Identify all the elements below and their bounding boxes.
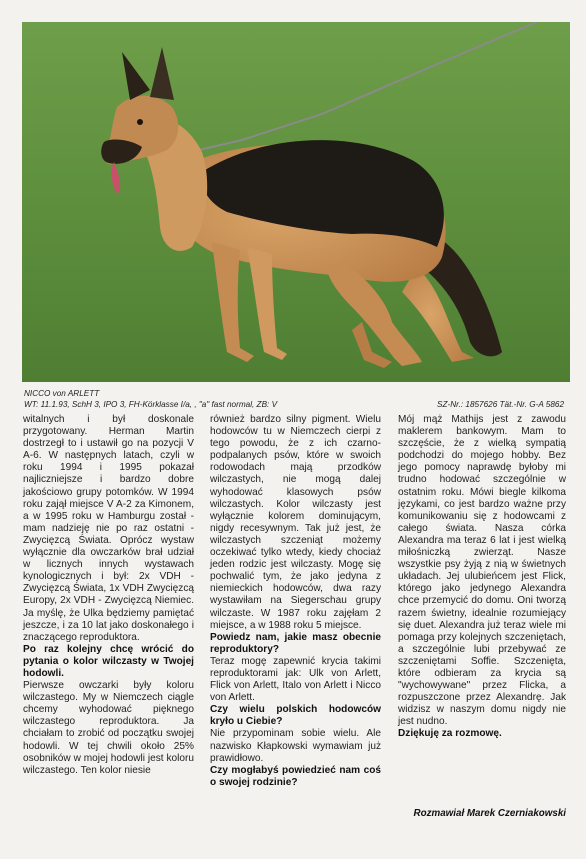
interview-question: Powiedz nam, jakie masz obecnie reproduktory? <box>210 631 381 655</box>
photo-caption <box>24 389 564 410</box>
body-paragraph: Teraz mogę zapewnić krycia takimi reproduktorami jak: Ulk von Arlett, Flick von Arlett, Italo von Arlett i Nicco von Arlett. <box>210 655 381 704</box>
interview-question: Dziękuję za rozmowę. <box>398 728 502 740</box>
dog-photo <box>22 22 570 382</box>
caption-registration: SZ-Nr.: 1857626 Tät.-Nr. G-A 5862 <box>437 399 564 409</box>
body-paragraph: witalnych i był doskonale przygotowany. Herman Martin dostrzegł to i ustawił go na pozycji V A-6. W następnych latach, czyli w roku 1994 i 1995 pokazał najliczniejsze i bardzo dobre jakościowo grupy potomków. W 1994 roku zajął miejsce V A-2 za Kimonem, a w 1995 roku w Hamburgu został - mam nadzieję nie po raz ostatni - Zwycięzcą Świata. Oprócz wystaw wyłącznie dla owczarków brał udział w licznych innych wystawach kynologicznych i był: 2x VDH - Zwycięzcą Świata, 1x VDH Zwycięzcą Europy, 2x VDH - Zwycięzcą Niemiec. Ja myślę, że Ulka będziemy pamiętać jeszcze, i za 10 lat jako doskonałego i znaczącego reproduktora. <box>23 414 194 643</box>
text-column-2 <box>210 414 381 789</box>
interview-question: Czy wielu polskich hodowców kryło u Ciebie? <box>210 704 381 728</box>
body-paragraph: Mój mąż Mathijs jest z zawodu maklerem bankowym. Mam to szczęście, że z wielką sympatią podchodzi do mojego hobby. Bez jego pomocy naprawdę byłoby mi trudno hodować szczególnie w ostatnim roku. Mówi biegle kilkoma językami, co jest bardzo ważne przy komunikowaniu się z hodowcami z całego świata. Nasza córka Alexandra ma teraz 6 lat i jest wielką miłośniczką zwierząt. Nasze wszystkie psy żyją z nią w świetnych układach. Jej ulubieńcem jest Flick, którego jako jedynego Alexandra chce przemycić do domu. Oni tworzą razem świetny, idealnie rozumiejący się duet. Alexandra już teraz wiele mi pomaga przy kolejnych szczeniętach, a szczególnie lubi przebywać ze szczeniętami Soffie. Szczenięta, które odbieram za krycia są "wychowywane" przez Flicka, a rozpuszczone przez Alexandrę. Jak widzisz w naszym domu nigdy nie jest nudno. <box>398 414 566 728</box>
text-column-1 <box>23 414 194 777</box>
text-column-3 <box>398 414 566 741</box>
interview-question: Po raz kolejny chcę wrócić do pytania o kolor wilczasty w Twojej hodowli. <box>23 643 194 679</box>
dog-photo-drawing <box>22 22 570 382</box>
interview-question: Czy mogłabyś powiedzieć nam coś o swojej rodzinie? <box>210 764 381 788</box>
body-paragraph: Pierwsze owczarki były koloru wilczastego. My w Niemczech ciągle chcemy wyhodować pięknego wilczastego reproduktora. Ja chciałam to zrobić od początku swojej hodowli. W tej chwili około 25% osobników w mojej hodowli jest koloru wilczastego. Ten kolor niesie <box>23 680 194 776</box>
author-credit: Rozmawiał Marek Czerniakowski <box>413 808 566 819</box>
caption-dog-name: NICCO von ARLETT <box>24 389 100 398</box>
body-paragraph: Nie przypominam sobie wielu. Ale nazwisko Kłapkowski wymawiam już prawidłowo. <box>210 728 381 764</box>
caption-details: WT: 11.1.93, SchH 3, IPO 3, FH-Körklasse I/a, , "a" fast normal, ZB: V <box>24 399 278 409</box>
body-paragraph: również bardzo silny pigment. Wielu hodowców tu w Niemczech cierpi z tego powodu, że z ich czarno-podpalanych psów, które w swoich rodowodach mają przodków wilczastych, nie mogą dalej wyhodować klasowych psów wilczastych. Kolor wilczasty jest wyłącznie kolorem dominującym, nigdy recesywnym. Tak już jest, że wilczastych szczeniąt możemy oczekiwać tylko wtedy, kiedy chociaż jeden rodzic jest wilczasty. Mogę się pochwalić tym, że jako jedyna z niemieckich hodowców, dwa razy wystawiłam na Siegerschau grupy wilczaste. W 1987 roku zajęłam 2 miejsce, a w 1988 roku 5 miejsce. <box>210 414 381 631</box>
caption-details-row <box>24 400 564 411</box>
